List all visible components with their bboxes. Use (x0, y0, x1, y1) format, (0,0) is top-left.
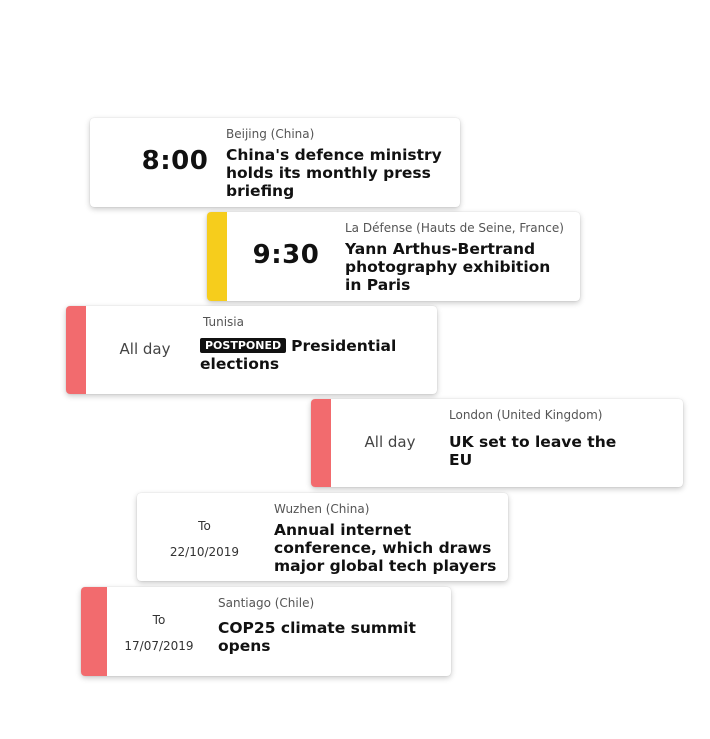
event-title-block (200, 337, 430, 373)
event-title: China's defence ministry holds its monthly press briefing (226, 146, 442, 200)
postponed-badge: POSTPONED (200, 338, 286, 353)
event-card-london[interactable] (311, 399, 683, 487)
yellow-accent-bar (207, 212, 227, 301)
event-card-la-defense[interactable] (207, 212, 580, 301)
event-location: La Défense (Hauts de Seine, France) (345, 221, 564, 235)
event-title: Yann Arthus-Bertrand photography exhibition in Paris (345, 240, 551, 294)
event-time: All day (364, 433, 416, 451)
event-time: 9:30 (252, 240, 320, 270)
event-card-santiago[interactable] (81, 587, 451, 676)
event-location: Santiago (Chile) (218, 596, 315, 610)
event-location: Tunisia (203, 315, 244, 329)
event-time: 8:00 (141, 146, 209, 176)
event-title: COP25 climate summit opens (218, 619, 416, 655)
red-accent-bar (81, 587, 107, 676)
event-card-tunisia[interactable] (66, 306, 437, 394)
red-accent-bar (311, 399, 331, 487)
event-title: UK set to leave the EU (449, 433, 617, 469)
event-time: All day (119, 340, 171, 358)
event-location: Beijing (China) (226, 127, 315, 141)
event-time-block (107, 607, 211, 659)
event-time-label: To (152, 613, 166, 627)
event-card-wuzhen[interactable] (137, 493, 508, 581)
event-title: Annual internet conference, which draws major global tech players (274, 521, 497, 575)
event-card-beijing[interactable] (90, 118, 460, 207)
event-location: London (United Kingdom) (449, 408, 603, 422)
event-title: Presidential elections (200, 337, 397, 373)
red-accent-bar (66, 306, 86, 394)
event-time-label: To (198, 519, 211, 533)
event-time: 17/07/2019 (124, 639, 194, 653)
event-time-block (137, 513, 272, 565)
event-time: 22/10/2019 (169, 545, 240, 559)
event-location: Wuzhen (China) (274, 502, 370, 516)
